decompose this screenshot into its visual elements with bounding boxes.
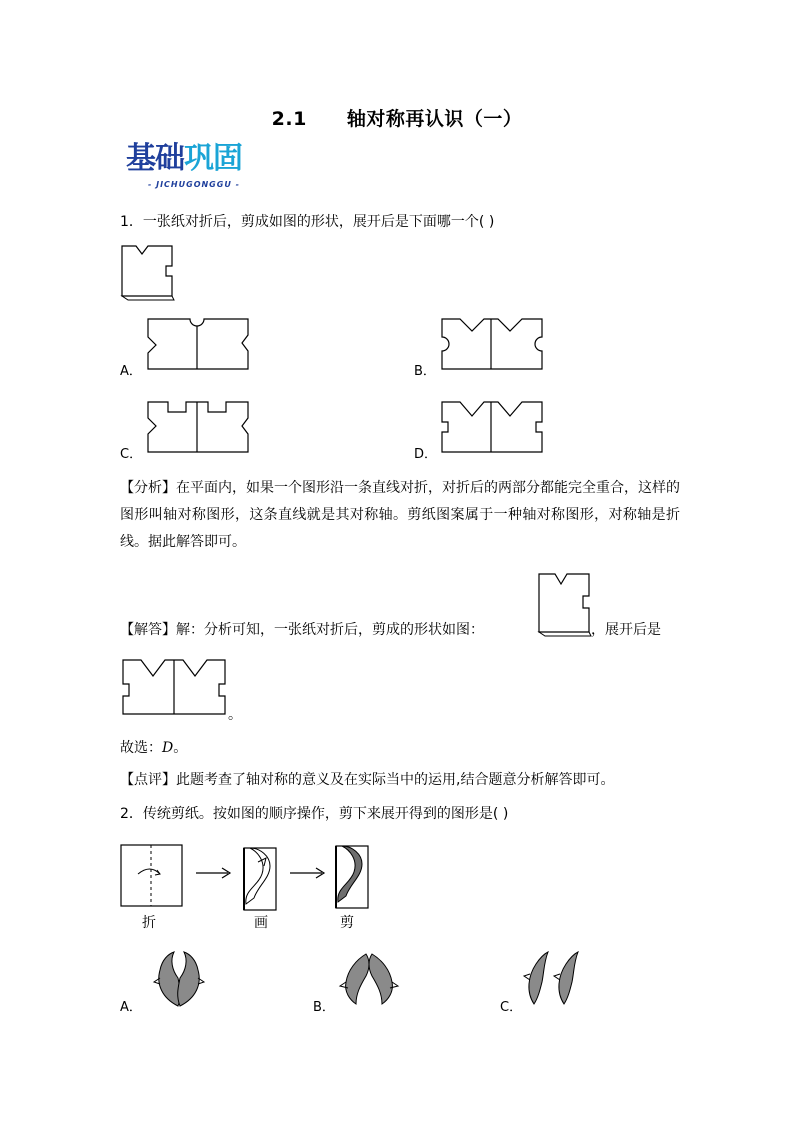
q2-option-c[interactable]: C． xyxy=(500,1000,523,1015)
choice-line xyxy=(120,738,187,758)
q2-option-a[interactable]: A． xyxy=(120,1000,142,1015)
q2-option-c-figure xyxy=(520,946,586,1008)
comment-label: 【点评】 xyxy=(120,772,176,788)
q2-step-cut-label: 剪 xyxy=(340,915,354,931)
answer-unfolded-figure xyxy=(121,658,231,716)
q1-folded-figure xyxy=(120,244,180,304)
q2-stem-text: 2．传统剪纸。按如图的顺序操作，剪下来展开得到的图形是 xyxy=(120,806,493,822)
q2-fold-step xyxy=(120,844,184,908)
answer-line xyxy=(120,620,484,640)
q1-option-c-figure xyxy=(146,400,252,454)
q2-step-draw-label: 画 xyxy=(254,915,268,931)
q2-arrow-2 xyxy=(290,866,326,880)
q1-option-d-figure xyxy=(440,400,546,454)
section-title: 轴对称再认识（一） xyxy=(346,108,523,130)
q2-cut-step xyxy=(332,840,372,912)
q2-answer-blank: ( ) xyxy=(492,806,509,822)
answer-text-1: 解：分析可知，一张纸对折后，剪成的形状如图： xyxy=(176,622,484,638)
q2-arrow-1 xyxy=(196,866,232,880)
answer-label: 【解答】 xyxy=(120,622,176,638)
answer-folded-figure xyxy=(537,572,597,642)
q2-draw-step xyxy=(240,842,280,912)
comment-line xyxy=(120,770,614,790)
comment-text: 此题考查了轴对称的意义及在实际当中的运用,结合题意分析解答即可。 xyxy=(176,772,615,788)
q1-option-b[interactable]: B． xyxy=(414,364,436,379)
answer-text-2: ，展开后是 xyxy=(591,622,661,638)
q1-option-d[interactable]: D． xyxy=(414,447,438,462)
logo-text-a: 基础 xyxy=(126,141,184,176)
page-title xyxy=(0,104,794,131)
logo-text-b: 巩固 xyxy=(184,141,242,176)
q1-option-a[interactable]: A． xyxy=(120,364,142,379)
section-number: 2.1 xyxy=(271,108,307,130)
q2-option-b-figure xyxy=(336,946,402,1008)
analysis-block xyxy=(120,475,680,556)
q1-option-b-figure xyxy=(440,317,546,371)
q1-option-a-figure xyxy=(146,317,252,371)
analysis-text: 在平面内，如果一个图形沿一条直线对折，对折后的两部分都能完全重合，这样的图形叫轴对称图形，这条直线就是其对称轴。剪纸图案属于一种轴对称图形，对称轴是折线。据此解答即可。 xyxy=(120,480,680,550)
q1-stem xyxy=(120,212,494,232)
q2-option-b[interactable]: B． xyxy=(313,1000,335,1015)
choice-prefix: 故选： xyxy=(120,740,162,756)
choice-end: 。 xyxy=(173,740,188,756)
answer-end: 。 xyxy=(228,707,242,723)
q1-answer-blank: ( ) xyxy=(478,214,495,230)
q1-stem-text: 1．一张纸对折后，剪成如图的形状，展开后是下面哪一个 xyxy=(120,214,479,230)
choice-letter: D xyxy=(162,740,174,756)
analysis-label: 【分析】 xyxy=(120,480,176,496)
q2-step-fold-label: 折 xyxy=(142,915,156,931)
q2-stem xyxy=(120,804,508,824)
logo-subtitle: - JICHUGONGGU - xyxy=(148,180,240,189)
section-logo xyxy=(126,142,242,176)
q2-option-a-figure xyxy=(148,948,210,1010)
q1-option-c[interactable]: C． xyxy=(120,447,143,462)
